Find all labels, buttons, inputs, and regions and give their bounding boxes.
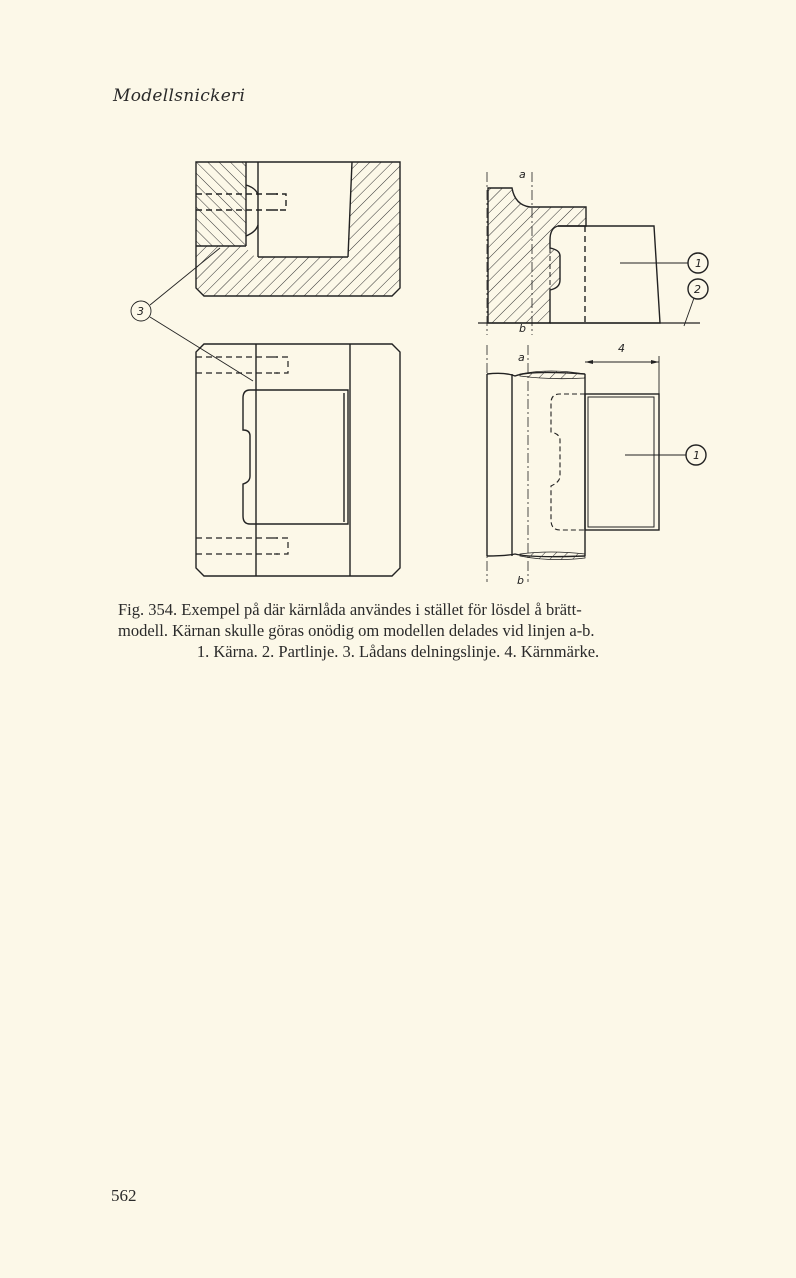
label-a-bottom: a — [518, 351, 525, 364]
figure-caption — [118, 599, 678, 662]
running-head-title: Modellsnickeri — [113, 86, 246, 106]
technical-drawing — [120, 150, 720, 590]
caption-line-2: modell. Kärnan skulle göras onödig om modellen delades vid linjen a-b. — [118, 621, 595, 640]
label-a-top: a — [519, 168, 526, 181]
label-b-bottom: b — [517, 574, 524, 587]
core-box-section-view — [196, 162, 400, 296]
callout-2-label: 2 — [694, 283, 701, 296]
caption-line-1: Fig. 354. Exempel på där kärnlåda användes i stället för lösdel å brätt- — [118, 600, 582, 619]
callout-3-label: 3 — [137, 305, 144, 318]
label-b-top: b — [519, 322, 526, 335]
callout-1-top-label: 1 — [695, 257, 702, 270]
page-number: 562 — [111, 1186, 137, 1205]
figure-354 — [120, 150, 720, 590]
pattern-section-view — [478, 172, 708, 335]
caption-line-3: 1. Kärna. 2. Partlinje. 3. Lådans delningslinje. 4. Kärnmärke. — [196, 642, 600, 661]
dimension-4-label: 4 — [618, 342, 625, 355]
callout-1-bottom-label: 1 — [693, 449, 700, 462]
pattern-plan-view — [487, 345, 706, 582]
core-box-plan-view — [196, 344, 400, 576]
